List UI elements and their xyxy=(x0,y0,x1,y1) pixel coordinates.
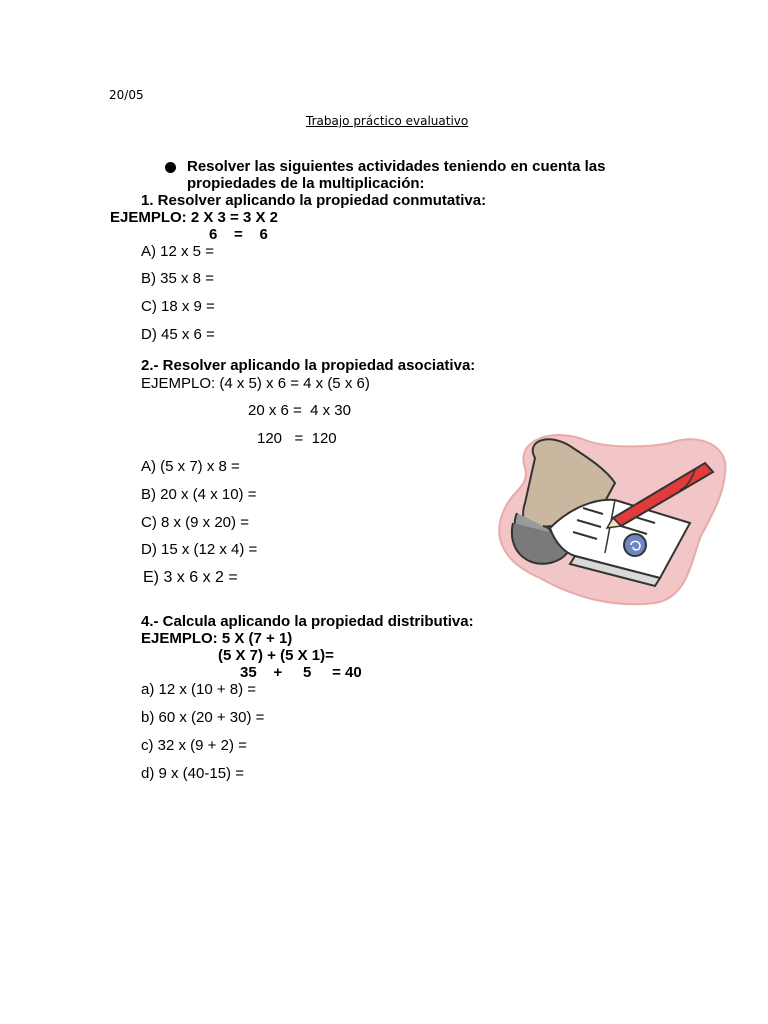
section2-example-line-1: EJEMPLO: (4 x 5) x 6 = 4 x (5 x 6) xyxy=(141,375,370,392)
section1-item-c: C) 18 x 9 = xyxy=(141,298,215,315)
swirl-icon xyxy=(624,534,646,556)
section2-item-a: A) (5 x 7) x 8 = xyxy=(141,458,240,475)
section2-example-line-3: 120 = 120 xyxy=(257,430,337,447)
section4-item-c: c) 32 x (9 + 2) = xyxy=(141,737,247,754)
section4-example-line-2: (5 X 7) + (5 X 1)= xyxy=(218,647,334,664)
section1-heading: 1. Resolver aplicando la propiedad conmutativa: xyxy=(141,192,487,209)
section1-item-d: D) 45 x 6 = xyxy=(141,326,215,343)
page-title: Trabajo práctico evaluativo xyxy=(306,114,469,128)
section4-item-d: d) 9 x (40-15) = xyxy=(141,765,244,782)
section2-item-e: E) 3 x 6 x 2 = xyxy=(143,569,238,586)
section4-item-b: b) 60 x (20 + 30) = xyxy=(141,709,265,726)
section4-item-a: a) 12 x (10 + 8) = xyxy=(141,681,257,698)
intro-line-2: propiedades de la multiplicación: xyxy=(187,175,425,192)
section4-example-line-1: EJEMPLO: 5 X (7 + 1) xyxy=(141,630,293,647)
section1-example-line-1: EJEMPLO: 2 X 3 = 3 X 2 xyxy=(110,209,278,226)
section2-example-line-2: 20 x 6 = 4 x 30 xyxy=(248,402,351,419)
section1-example-line-2: 6 = 6 xyxy=(209,226,268,243)
section1-item-a: A) 12 x 5 = xyxy=(141,243,214,260)
intro-line-1: Resolver las siguientes actividades teniendo en cuenta las xyxy=(187,158,606,175)
section2-item-b: B) 20 x (4 x 10) = xyxy=(141,486,257,503)
date: 20/05 xyxy=(109,88,144,102)
book-and-pen-clipart xyxy=(495,428,735,608)
section2-item-d: D) 15 x (12 x 4) = xyxy=(141,541,258,558)
section2-item-c: C) 8 x (9 x 20) = xyxy=(141,514,249,531)
section2-heading: 2.- Resolver aplicando la propiedad asociativa: xyxy=(141,357,476,374)
bullet-dot xyxy=(165,162,176,173)
section1-item-b: B) 35 x 8 = xyxy=(141,270,214,287)
section4-example-line-3: 35 + 5 = 40 xyxy=(240,664,362,681)
section4-heading: 4.- Calcula aplicando la propiedad distributiva: xyxy=(141,613,474,630)
